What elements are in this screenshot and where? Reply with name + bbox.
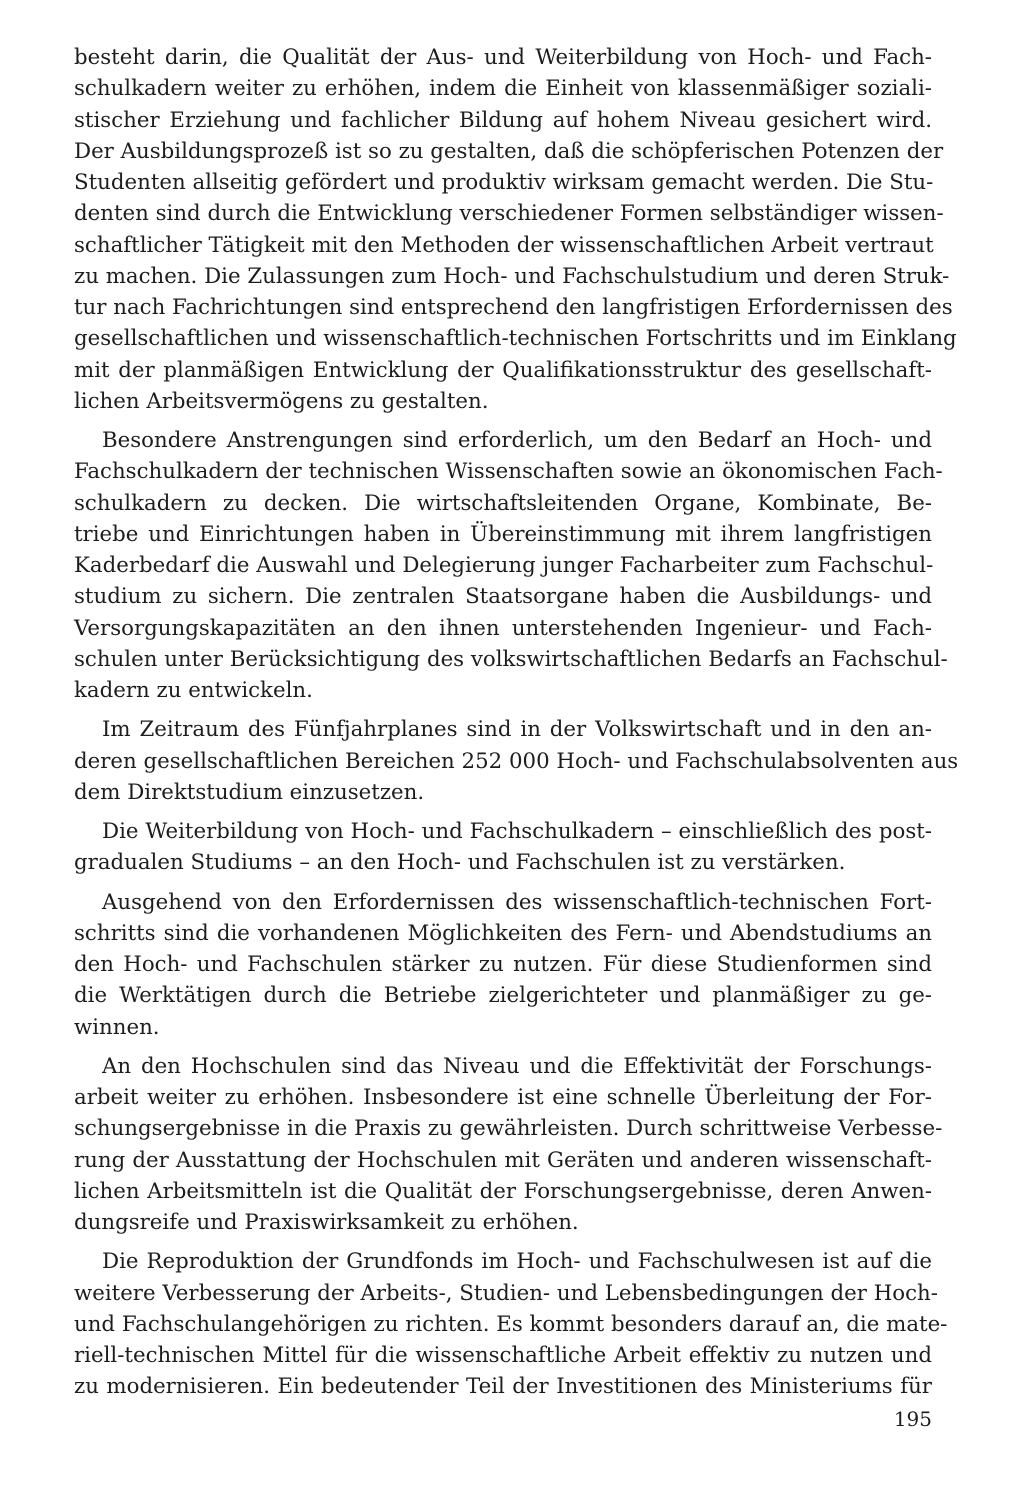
text-line: lichen Arbeitsmitteln ist die Qualität der Forschungsergebnisse, deren Anwen- <box>74 1178 932 1204</box>
text-line: triebe und Einrichtungen haben in Übereinstimmung mit ihrem langfristigen <box>74 521 932 547</box>
text-line: stischer Erziehung und fachlicher Bildung auf hohem Niveau gesichert wird. <box>74 107 932 133</box>
text-line: schritts sind die vorhandenen Möglichkeiten des Fern- und Abendstudiums an <box>74 920 932 946</box>
text-line: denten sind durch die Entwicklung verschiedener Formen selbständiger wissen- <box>74 201 944 227</box>
text-line: dungsreife und Praxiswirksamkeit zu erhöhen. <box>74 1210 579 1235</box>
text-line: Studenten allseitig gefördert und produktiv wirksam gemacht werden. Die Stu- <box>74 170 934 195</box>
text-line: arbeit weiter zu erhöhen. Insbesondere ist eine schnelle Überleitung der For- <box>74 1085 932 1110</box>
text-line: Besondere Anstrengungen sind erforderlich, um den Bedarf an Hoch- und <box>102 428 932 453</box>
paragraph <box>74 1051 943 1239</box>
text-line: besteht darin, die Qualität der Aus- und Weiterbildung von Hoch- und Fach- <box>74 45 932 70</box>
text-line: schaftlicher Tätigkeit mit den Methoden der wissenschaftlichen Arbeit vertraut <box>74 232 934 258</box>
text-line: deren gesellschaftlichen Bereichen 252 000 Hoch- und Fachschulabsolventen aus <box>74 748 959 774</box>
text-line: Versorgungskapazitäten an den ihnen unterstehenden Ingenieur- und Fach- <box>74 615 932 641</box>
text-line: Die Weiterbildung von Hoch- und Fachschulkadern – einschließlich des post- <box>102 819 932 844</box>
text-line: schungsergebnisse in die Praxis zu gewährleisten. Durch schrittweise Verbesse- <box>74 1116 943 1142</box>
paragraph <box>74 425 948 706</box>
text-line: Ausgehend von den Erfordernissen des wissenschaftlich-technischen Fort- <box>102 889 932 915</box>
text-line: gradualen Studiums – an den Hoch- und Fachschulen ist zu verstärken. <box>74 850 846 876</box>
paragraph <box>74 714 959 808</box>
text-line: riell-technischen Mittel für die wissenschaftliche Arbeit effektiv zu nutzen und <box>74 1343 932 1368</box>
text-line: gesellschaftlichen und wissenschaftlich-technischen Fortschritts und im Einklang <box>74 326 957 352</box>
paragraph <box>74 1246 948 1402</box>
text-line: schulkadern weiter zu erhöhen, indem die Einheit von klassenmäßiger soziali- <box>74 76 932 102</box>
text-line: tur nach Fachrichtungen sind entsprechend den langfristigen Erfordernissen des <box>74 295 953 320</box>
text-line: mit der planmäßigen Entwicklung der Qualifikationsstruktur des gesellschaft- <box>74 357 932 383</box>
paragraph <box>74 42 957 417</box>
text-line: Kaderbedarf die Auswahl und Delegierung junger Facharbeiter zum Fachschul- <box>74 553 934 578</box>
text-line: und Fachschulangehörigen zu richten. Es kommt besonders darauf an, die mate- <box>74 1311 948 1337</box>
text-line: schulkadern zu decken. Die wirtschaftsleitenden Organe, Kombinate, Be- <box>74 490 932 516</box>
body-text <box>74 42 959 1403</box>
text-line: rung der Ausstattung der Hochschulen mit Geräten und anderen wissenschaft- <box>74 1147 932 1173</box>
text-line: An den Hochschulen sind das Niveau und die Effektivität der Forschungs- <box>102 1053 932 1079</box>
text-line: Die Reproduktion der Grundfonds im Hoch- und Fachschulwesen ist auf die <box>102 1249 932 1275</box>
document-page <box>74 42 959 1452</box>
text-line: weitere Verbesserung der Arbeits-, Studien- und Lebensbedingungen der Hoch- <box>74 1280 938 1306</box>
text-line: winnen. <box>74 1014 160 1040</box>
text-line: lichen Arbeitsvermögens zu gestalten. <box>74 388 489 414</box>
paragraph <box>74 816 932 879</box>
text-line: Im Zeitraum des Fünfjahrplanes sind in der Volkswirtschaft und in den an- <box>102 717 932 743</box>
text-line: den Hoch- und Fachschulen stärker zu nutzen. Für diese Studienformen sind <box>74 952 932 977</box>
text-line: kadern zu entwickeln. <box>74 678 313 703</box>
paragraph <box>74 887 932 1043</box>
text-line: Der Ausbildungsprozeß ist so zu gestalten, daß die schöpferischen Potenzen der <box>74 138 944 164</box>
text-line: zu machen. Die Zulassungen zum Hoch- und Fachschulstudium und deren Struk- <box>74 263 950 289</box>
text-line: die Werktätigen durch die Betriebe zielgerichteter und planmäßiger zu ge- <box>74 983 932 1009</box>
text-line: studium zu sichern. Die zentralen Staatsorgane haben die Ausbildungs- und <box>74 584 932 610</box>
text-line: zu modernisieren. Ein bedeutender Teil der Investitionen des Ministeriums für <box>74 1374 932 1400</box>
text-line: dem Direktstudium einzusetzen. <box>74 779 425 805</box>
page-number: 195 <box>893 1407 932 1431</box>
text-line: schulen unter Berücksichtigung des volkswirtschaftlichen Bedarfs an Fachschul- <box>74 646 948 672</box>
text-line: Fachschulkadern der technischen Wissenschaften sowie an ökonomischen Fach- <box>74 459 943 485</box>
